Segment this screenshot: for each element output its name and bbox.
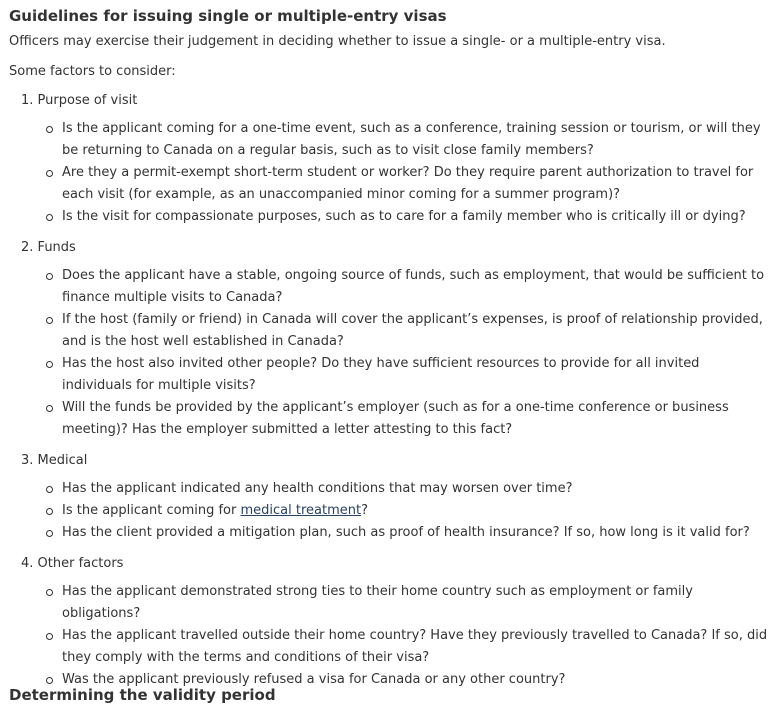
question-text: Has the applicant travelled outside their home country? Have they previously travelled to Canada? If so, did they comply with the terms and conditions of their visa? [62, 628, 768, 665]
list-item [9, 625, 768, 669]
factor-number: 2. [21, 240, 34, 255]
circle-bullet-icon [46, 589, 53, 596]
guidelines-heading: Guidelines for issuing single or multiple-entry visas [9, 7, 447, 25]
question-text: Is the applicant coming for [62, 503, 241, 518]
question-text: Will the funds be provided by the applicant’s employer (such as for a one-time conference or business meeting)? Has the employer submitted a letter attesting to this fact? [62, 400, 729, 437]
list-item [9, 265, 768, 309]
factor-heading [9, 450, 771, 472]
question-text: Is the applicant coming for a one-time event, such as a conference, training session or tourism, or will they be returning to Canada on a regular basis, such as to visit close family members? [62, 121, 761, 158]
list-item [9, 353, 768, 397]
list-item [9, 206, 768, 228]
factor-number: 4. [21, 556, 34, 571]
circle-bullet-icon [46, 530, 53, 537]
medical-treatment-link[interactable]: medical treatment [240, 503, 362, 518]
factor-number: 1. [21, 93, 34, 108]
question-text: If the host (family or friend) in Canada will cover the applicant’s expenses, is proof of relationship provided, and is the host well established in Canada? [62, 312, 763, 349]
list-item [9, 522, 768, 544]
factor-heading [9, 237, 771, 259]
list-item [9, 581, 768, 625]
list-item [9, 500, 768, 522]
factor-title: Other factors [37, 556, 124, 571]
list-item [9, 118, 768, 162]
circle-bullet-icon [46, 405, 53, 412]
factor-heading [9, 553, 771, 575]
question-list [9, 265, 771, 441]
question-text: Has the host also invited other people? Do they have sufficient resources to provide for all invited individuals for multiple visits? [62, 356, 700, 393]
list-item [9, 478, 768, 500]
circle-bullet-icon [46, 317, 53, 324]
circle-bullet-icon [46, 633, 53, 640]
question-text: Are they a permit-exempt short-term student or worker? Do they require parent authorization to travel for each visit (for example, as an unaccompanied minor coming for a summer program)? [62, 165, 754, 202]
factor-number: 3. [21, 453, 34, 468]
question-text: Has the applicant demonstrated strong ties to their home country such as employment or family obligations? [62, 584, 693, 621]
validity-period-heading: Determining the validity period [9, 686, 276, 704]
circle-bullet-icon [46, 677, 53, 684]
list-item [9, 397, 768, 441]
factor-title: Medical [37, 453, 88, 468]
factor-purpose-of-visit [9, 90, 771, 228]
circle-bullet-icon [46, 273, 53, 280]
circle-bullet-icon [46, 486, 53, 493]
circle-bullet-icon [46, 126, 53, 133]
question-text: Was the applicant previously refused a visa for Canada or any other country? [62, 672, 566, 687]
factor-other [9, 553, 771, 691]
factor-title: Purpose of visit [37, 93, 138, 108]
circle-bullet-icon [46, 361, 53, 368]
question-list [9, 478, 771, 544]
factor-medical [9, 450, 771, 544]
question-text: Does the applicant have a stable, ongoing source of funds, such as employment, that would be sufficient to finance multiple visits to Canada? [62, 268, 765, 305]
factor-funds [9, 237, 771, 441]
factors-list [9, 90, 771, 700]
circle-bullet-icon [46, 214, 53, 221]
list-item [9, 309, 768, 353]
list-item [9, 162, 768, 206]
question-list [9, 581, 771, 691]
question-text: Has the client provided a mitigation plan, such as proof of health insurance? If so, how long is it valid for? [62, 525, 750, 540]
question-text-suffix: ? [361, 503, 369, 518]
factors-intro-text: Some factors to consider: [9, 64, 176, 79]
circle-bullet-icon [46, 508, 53, 515]
circle-bullet-icon [46, 170, 53, 177]
factor-title: Funds [37, 240, 76, 255]
intro-paragraph: Officers may exercise their judgement in deciding whether to issue a single- or a multiple-entry visa. [9, 34, 666, 49]
question-list [9, 118, 771, 228]
question-text: Is the visit for compassionate purposes, such as to care for a family member who is critically ill or dying? [62, 209, 746, 224]
factor-heading [9, 90, 771, 112]
question-text: Has the applicant indicated any health conditions that may worsen over time? [62, 481, 573, 496]
